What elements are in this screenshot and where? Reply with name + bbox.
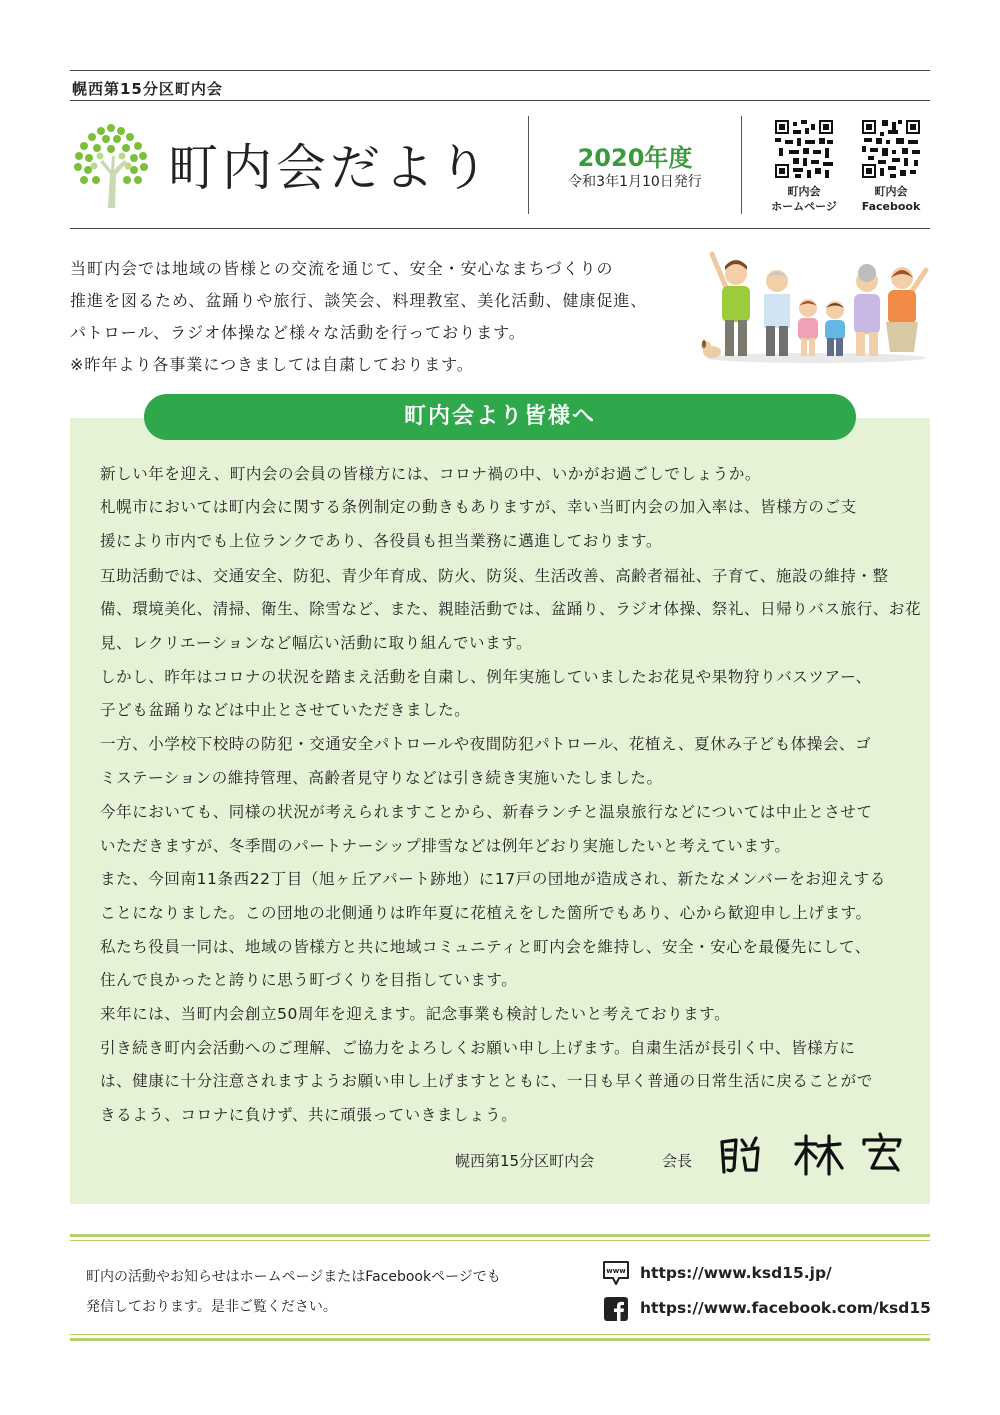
www-icon-text: www: [606, 1267, 626, 1275]
qr-homepage-caption-line2: ホームページ: [771, 200, 837, 213]
message-line: 援により市内でも上位ランクであり、各役員も担当業務に邁進しております。: [100, 532, 662, 550]
handwritten-signature: [712, 1128, 908, 1178]
qr-homepage-caption: [754, 184, 854, 214]
message-line: は、健康に十分注意されますようお願い申し上げますとともに、一日も早く普通の日常生活に戻ることがで: [100, 1072, 873, 1090]
issue-date: 令和3年1月10日発行: [568, 174, 702, 190]
newsletter-title: 町内会だより: [168, 139, 492, 197]
message-line: ミステーションの維持管理、高齢者見守りなどは引き続き実施いたしました。: [100, 769, 663, 787]
message-heading: 町内会より皆様へ: [144, 394, 856, 440]
qr-facebook-caption: [841, 184, 941, 214]
header-divider: [528, 116, 529, 214]
qr-facebook-caption-line1: 町内会: [874, 185, 908, 198]
www-icon: [602, 1260, 630, 1286]
message-line: 札幌市においては町内会に関する条例制定の動きもありますが、幸い当町内会の加入率は、皆様方のご支: [100, 498, 857, 516]
signature-org: 幌西第15分区町内会: [455, 1152, 595, 1170]
message-line: 今年においても、同様の状況が考えられますことから、新春ランチと温泉旅行などについては中止とさせて: [100, 803, 873, 821]
footer-rule-bottom-thin: [70, 1334, 930, 1335]
org-name: 幌西第15分区町内会: [72, 80, 223, 98]
footer-rule-top-thin: [70, 1240, 930, 1241]
message-line: 住んで良かったと誇りに思う町づくりを目指しています。: [100, 971, 518, 989]
qr-facebook-caption-line2: Facebook: [861, 200, 921, 213]
message-line: ことになりました。この団地の北側通りは昨年夏に花植えをした箇所でもあり、心から歓迎申し上げます。: [100, 904, 872, 922]
website-link[interactable]: https://www.ksd15.jp/: [640, 1264, 832, 1282]
message-line: 引き続き町内会活動へのご理解、ご協力をよろしくお願い申し上げます。自粛生活が長引く中、皆様方に: [100, 1039, 856, 1057]
footer-note-line: 町内の活動やお知らせはホームページまたはFacebookページでも: [86, 1269, 501, 1285]
top-rule: [70, 70, 930, 71]
qr-homepage-caption-line1: 町内会: [787, 185, 821, 198]
signature-role: 会長: [662, 1152, 693, 1170]
message-line: いただきますが、冬季間のパートナーシップ排雪などは例年どおり実施したいと考えています。: [100, 837, 791, 855]
header-divider-2: [741, 116, 742, 214]
header-bottom-rule: [70, 228, 930, 229]
intro-line: 推進を図るため、盆踊りや旅行、談笑会、料理教室、美化活動、健康促進、: [70, 291, 648, 310]
family-illustration: [698, 240, 934, 368]
intro-line: 当町内会では地域の皆様との交流を通じて、安全・安心なまちづくりの: [70, 259, 614, 278]
message-line: しかし、昨年はコロナの状況を踏まえ活動を自粛し、例年実施していましたお花見や果物狩りバスツアー、: [100, 668, 872, 686]
footer-rule-bottom: [70, 1338, 930, 1341]
message-line: 子ども盆踊りなどは中止とさせていただきました。: [100, 701, 471, 719]
message-line: 来年には、当町内会創立50周年を迎えます。記念事業も検討したいと考えております。: [100, 1005, 731, 1023]
message-line: 見、レクリエーションなど幅広い活動に取り組んでいます。: [100, 634, 533, 652]
footer-rule-top: [70, 1234, 930, 1237]
tree-logo-icon: [70, 122, 152, 208]
header-rule: [70, 100, 930, 101]
qr-code-icon[interactable]: [775, 120, 833, 178]
message-line: 私たち役員一同は、地域の皆様方と共に地域コミュニティと町内会を維持し、安全・安心を最優先にして、: [100, 938, 871, 956]
message-line: 新しい年を迎え、町内会の会員の皆様方には、コロナ禍の中、いかがお過ごしでしょうか。: [100, 465, 762, 483]
facebook-link[interactable]: https://www.facebook.com/ksd15: [640, 1299, 931, 1317]
message-line: また、今回南11条西22丁目（旭ヶ丘アパート跡地）に17戸の団地が造成され、新たなメンバーをお迎えする: [100, 870, 886, 888]
intro-line: ※昨年より各事業につきましては自粛しております。: [70, 355, 474, 374]
facebook-icon: [604, 1297, 628, 1321]
message-line: 一方、小学校下校時の防犯・交通安全パトロールや夜間防犯パトロール、花植え、夏休み子ども体操会、ゴ: [100, 735, 872, 753]
message-line: きるよう、コロナに負けず、共に頑張っていきましょう。: [100, 1106, 518, 1124]
footer-note-line: 発信しております。是非ご覧ください。: [86, 1299, 337, 1315]
fiscal-year: 2020年度: [577, 144, 693, 172]
message-line: 備、環境美化、清掃、衛生、除雪など、また、親睦活動では、盆踊り、ラジオ体操、祭礼、日帰りバス旅行、お花: [100, 600, 922, 618]
qr-code-icon[interactable]: [862, 120, 920, 178]
message-line: 互助活動では、交通安全、防犯、青少年育成、防火、防災、生活改善、高齢者福祉、子育て、施設の維持・整: [100, 567, 889, 585]
intro-line: パトロール、ラジオ体操など様々な活動を行っております。: [70, 323, 526, 342]
